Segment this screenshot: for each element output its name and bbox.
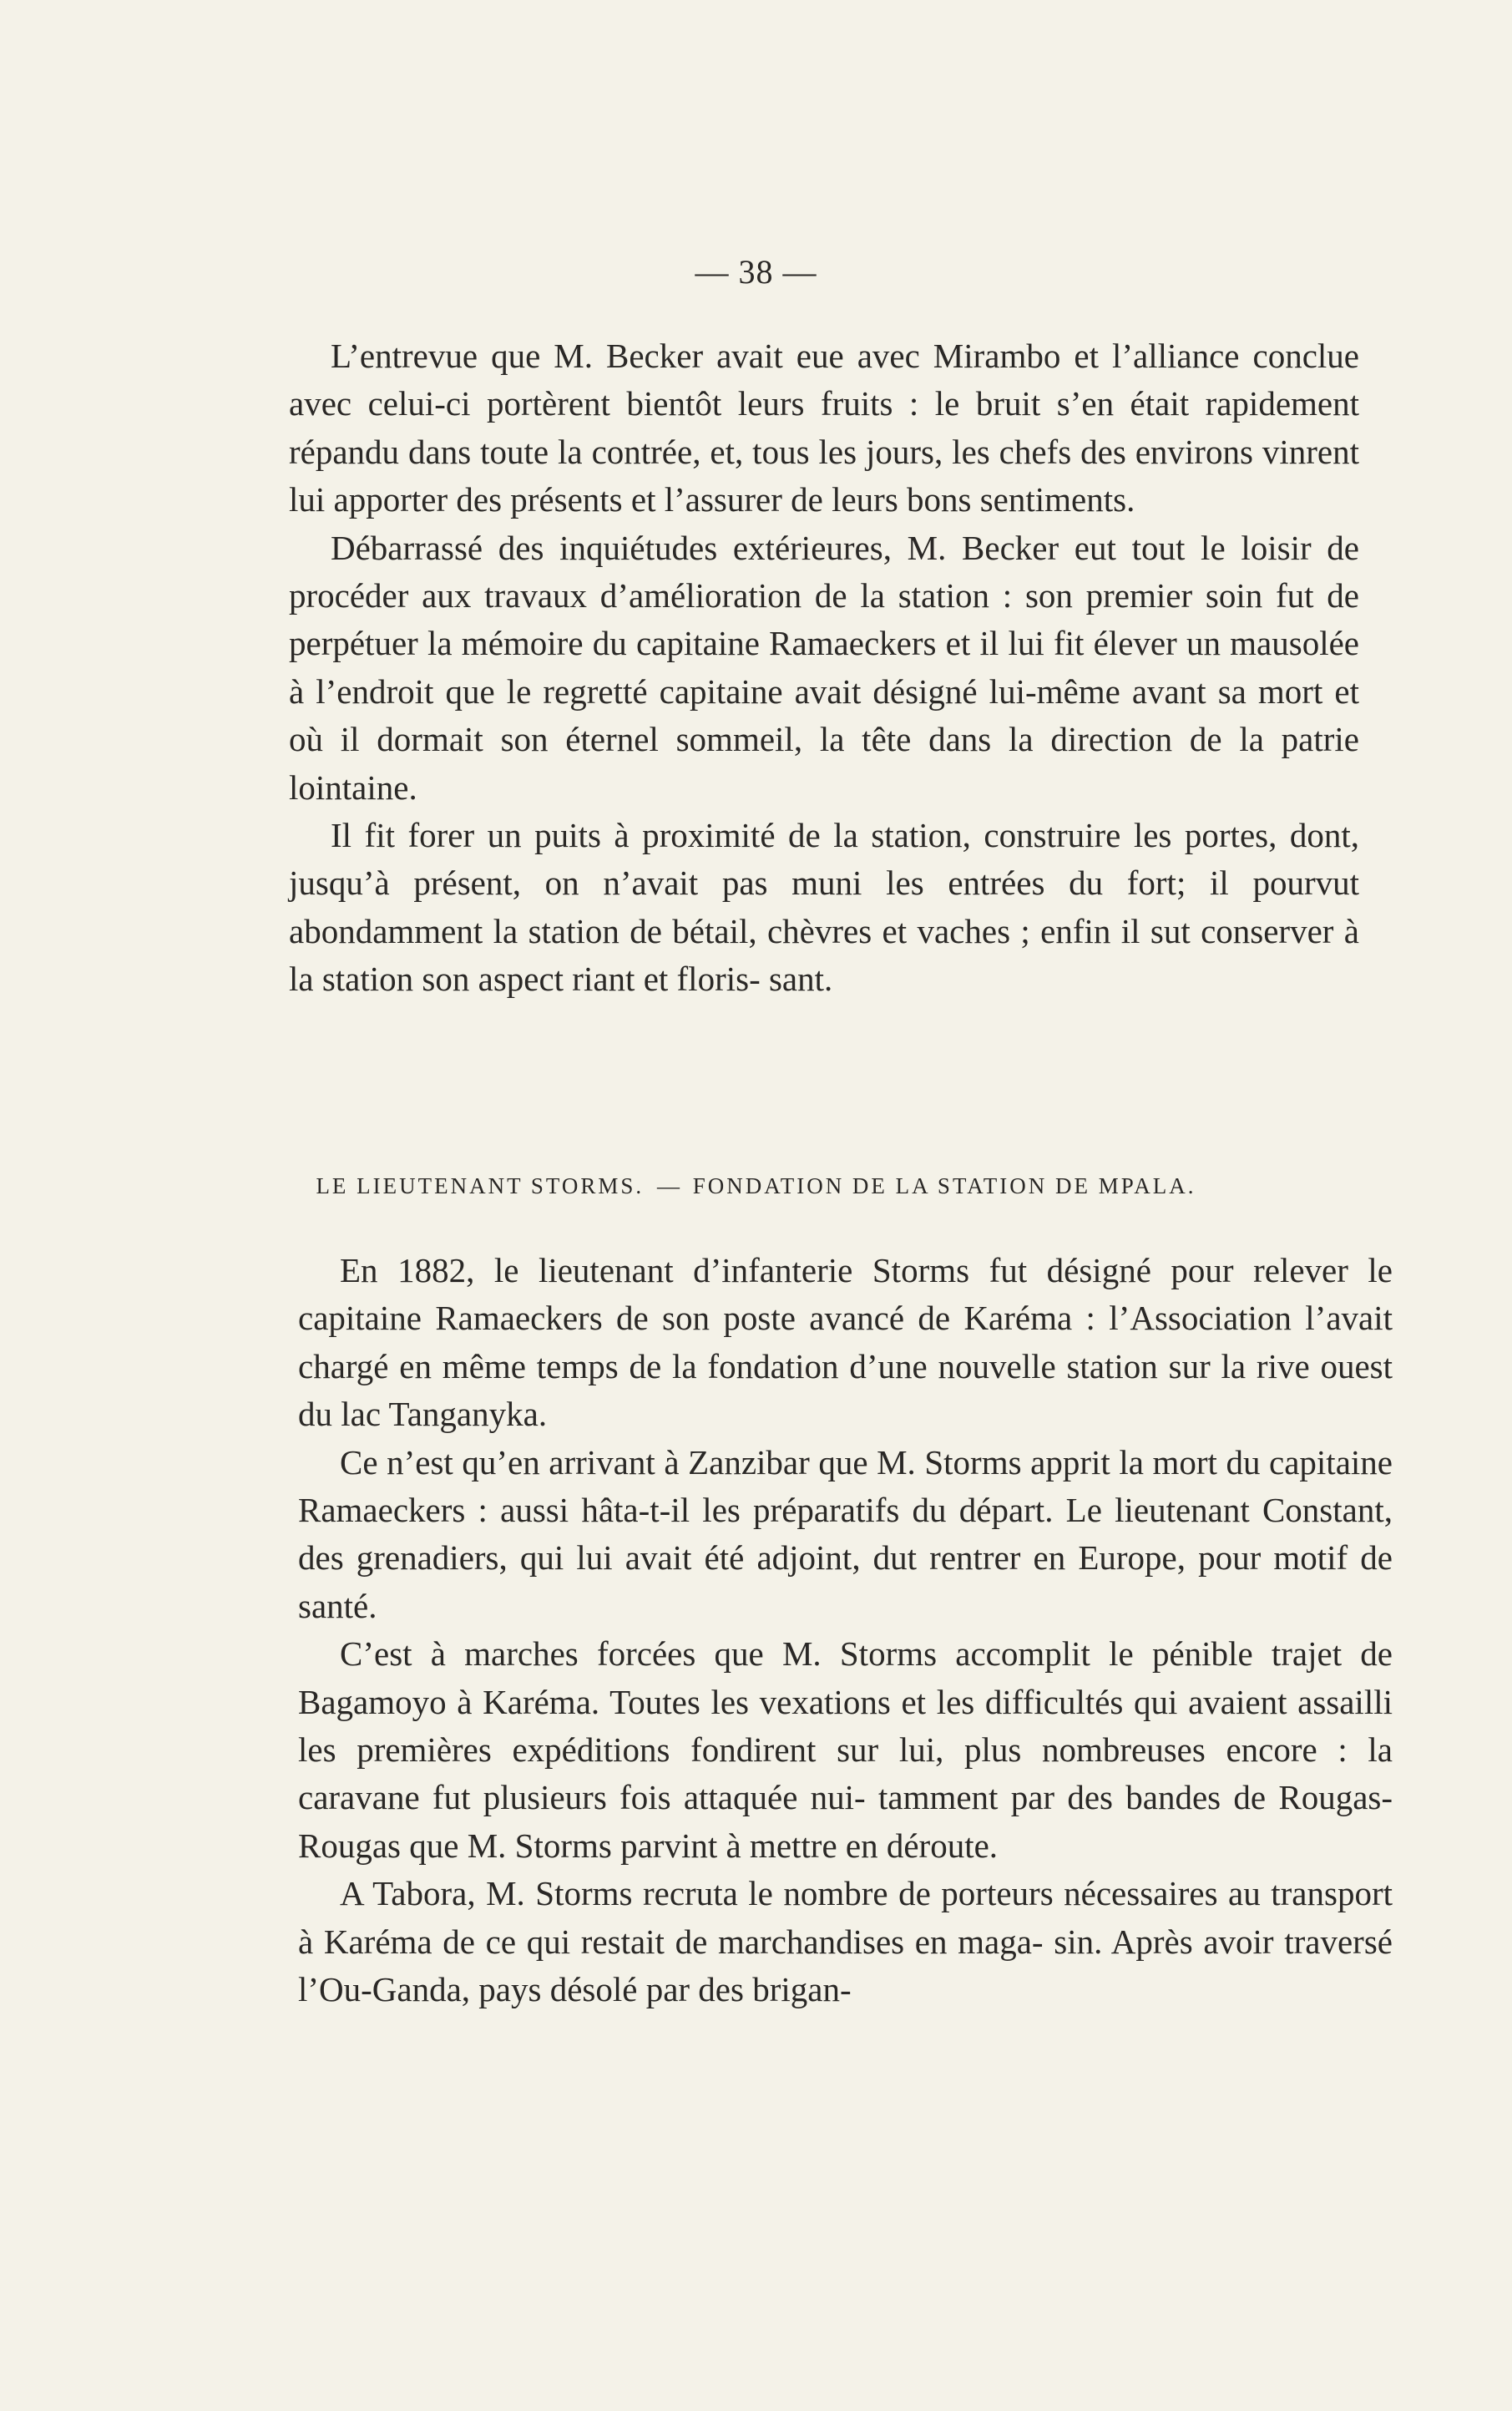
text-block-bottom xyxy=(298,1247,1393,2014)
paragraph: En 1882, le lieutenant d’infanterie Storms fut désigné pour relever le capitaine Ramaeckers de son poste avancé de Karéma : l’Association l’avait chargé en même temps de la fondation d’une nouvelle station sur la rive ouest du lac Tanganyka. xyxy=(298,1251,1393,1434)
section-heading-left: LE LIEUTENANT STORMS. xyxy=(316,1173,645,1198)
paragraph: Débarrassé des inquiétudes extérieures, M. Becker eut tout le loisir de procéder aux travaux d’amélioration de la station : son premier soin fut de perpétuer la mémoire du capitaine Ramaeckers et il lui fit élever un mausolée à l’endroit que le regretté capitaine avait désigné lui-même avant sa mort et où il dormait son éternel sommeil, la tête dans la direction de la patrie lointaine. xyxy=(289,528,1359,807)
paragraph: Il fit forer un puits à proximité de la station, construire les portes, dont, jusqu’à présent, on n’avait pas muni les entrées du fort; il pourvut abondamment la station de bétail, chèvres et vaches ; enfin il sut conserver à la station son aspect riant et floris- sant. xyxy=(289,816,1359,999)
paragraph: Ce n’est qu’en arrivant à Zanzibar que M. Storms apprit la mort du capitaine Ramaeckers : aussi hâta-t-il les préparatifs du départ. Le lieutenant Constant, des grenadiers, qui lui avait été adjoint, dut rentrer en Europe, pour motif de santé. xyxy=(298,1442,1393,1625)
paragraph: A Tabora, M. Storms recruta le nombre de porteurs nécessaires au transport à Karéma de ce qui restait de marchandises en maga- sin. Après avoir traversé l’Ou-Ganda, pays désolé par des brigan- xyxy=(298,1874,1393,2009)
section-heading xyxy=(0,1173,1512,1199)
text-block-top xyxy=(289,332,1359,1004)
section-heading-dash: — xyxy=(656,1173,680,1198)
page-number: — 38 — xyxy=(695,253,817,291)
paragraph: C’est à marches forcées que M. Storms accomplit le pénible trajet de Bagamoyo à Karéma. Toutes les vexations et les difficultés qui avaient assailli les premières expéditions fondirent sur lui, plus nombreuses encore : la caravane fut plusieurs fois attaquée nui- tamment par des bandes de Rougas-Rougas que M. Storms parvint à mettre en déroute. xyxy=(298,1634,1393,1865)
section-heading-right: FONDATION DE LA STATION DE MPALA. xyxy=(692,1173,1196,1198)
paragraph: L’entrevue que M. Becker avait eue avec Mirambo et l’alliance conclue avec celui-ci portèrent bientôt leurs fruits : le bruit s’en était rapidement répandu dans toute la contrée, et, tous les jours, les chefs des environs vinrent lui apporter des présents et l’assurer de leurs bons sentiments. xyxy=(289,337,1359,519)
